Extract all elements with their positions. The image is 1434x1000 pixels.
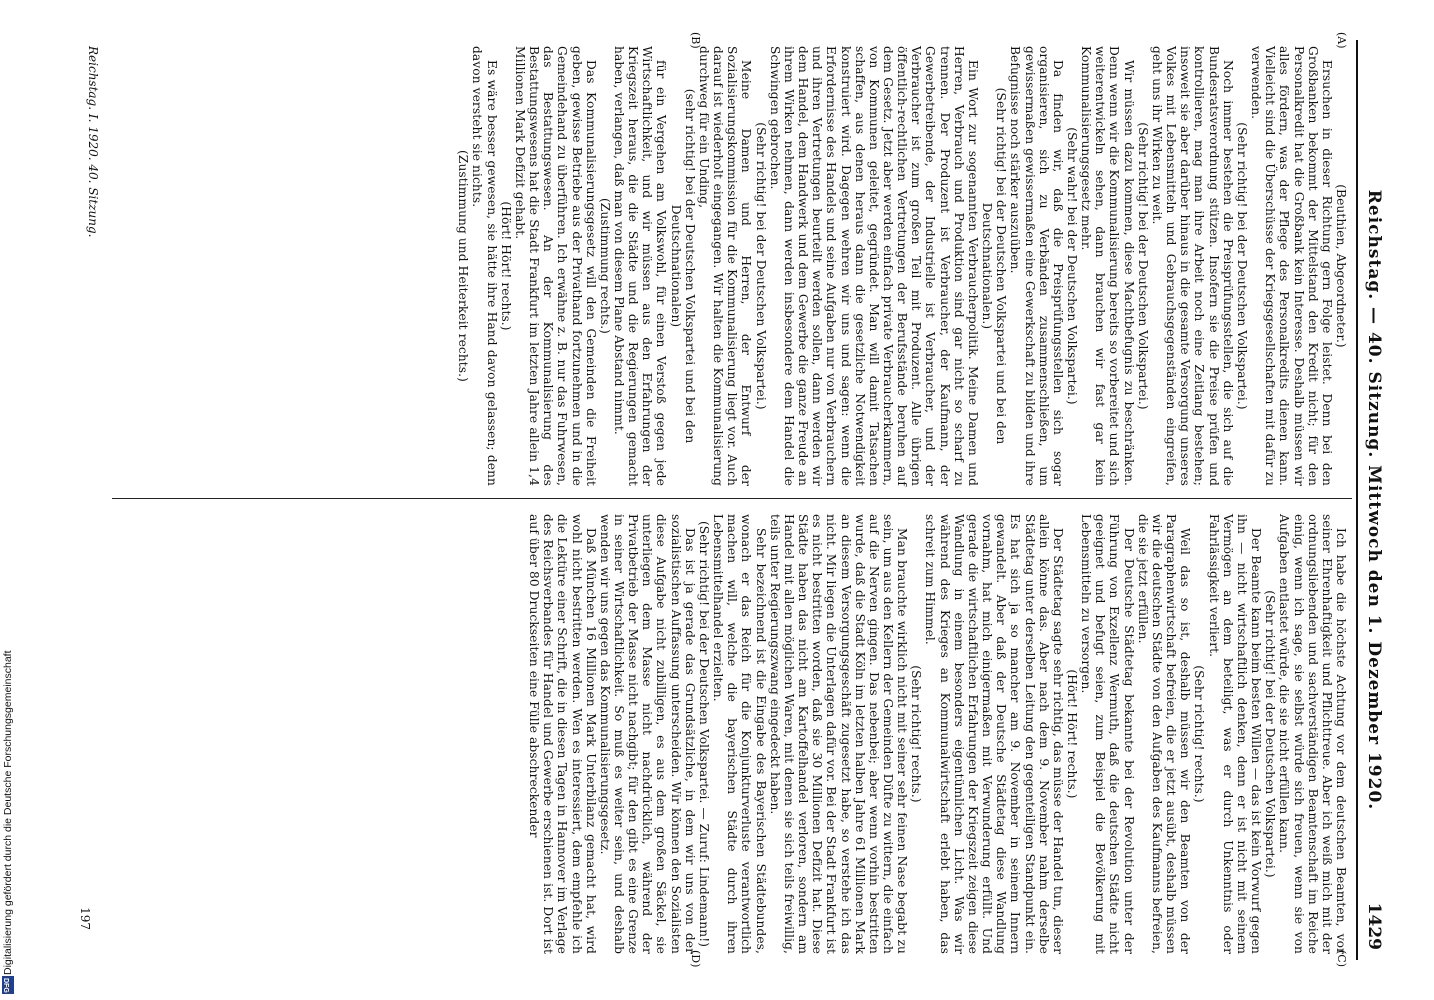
- paragraph: Der Beamte kann beim besten Willen — das ist kein Vorwurf gegen ihn — nicht wirtschaftlich denken, denn er ist nicht mit seinem Vermögen an dem beteiligt, was er durch Unkenntnis oder Fahrlässigkeit verliert.: [1206, 514, 1264, 954]
- paragraph: Weil das so ist, deshalb müssen wir den Beamten von der Paragraphenwirtschaft befreien, die er jetzt ausübt, deshalb müssen wir die deutschen Städte von den Aufgaben des Kaufmanns befreien, die sie jetzt erfüllen.: [1135, 514, 1193, 954]
- interjection: (Sehr richtig! rechts.): [1192, 665, 1207, 803]
- margin-mark-a: (A): [1335, 32, 1348, 49]
- paragraph: Da finden wir, daß die Preisprüfungsstellen sich sogar organisieren, sich zu Verbänden zusammenschließen, um gewissermaßen gewissermaßen eine Gewerkschaft zu bilden und ihre Befugnisse noch stärker auszuüben.: [1008, 46, 1065, 486]
- column-divider: [112, 498, 1352, 499]
- paragraph: Es wäre besser gewesen, sie hätte ihre Hand davon gelassen; denn davon versteht sie nichts.: [470, 46, 499, 486]
- margin-mark-c: (C): [1335, 950, 1348, 967]
- interjection: (Sehr richtig! bei der Deutschen Volkspartei.): [1135, 122, 1150, 410]
- margin-mark-b: (B): [689, 32, 702, 49]
- interjection: (Sehr richtig! bei der Deutschen Volkspartei.): [753, 122, 768, 410]
- paragraph: Daß München 16 Millionen Mark Unterbilanz gemacht hat, wird wohl nicht bestritten werden. Wen es interessiert, dem empfehle ich die Lektüre einer Schrift, die in diesen Tagen in Hannover im Verlage des Reichsverbandes für Handel und Gewerbe erschienen ist. Dort ist auf über 80 Druckseiten eine Fülle abschreckender: [527, 514, 598, 954]
- digitization-credit: Digitalisierung gefördert durch die Deutsche Forschungsgemeinschaft: [2, 650, 14, 975]
- interjection: (Sehr richtig! bei der Deutschen Volkspartei.): [1234, 122, 1249, 410]
- interjection: (Hört! Hört! rechts.): [1065, 669, 1080, 799]
- footer-number: 197: [78, 907, 92, 930]
- interjection: (sehr richtig! bei der Deutschen Volkspartei und bei den Deutschnationalen): [668, 88, 697, 444]
- paragraph: Ersuchen in dieser Richtung gern Folge leistet. Denn bei den Großbanken bekommt der Mittelstand den Kredit nicht; für den Personalkredit hat die Großbank kein Interesse. Deshalb müssen wir alles fördern, was der Pflege des Personalkredits dienen kann. Vielleicht sind die Überschüsse der Kriegsgesellschaften mit dafür zu verwenden.: [1249, 46, 1334, 486]
- paragraph: Das Kommunalisierungsgesetz will den Gemeinden die Freiheit geben, gewisse Betriebe aus der Privathand fortzunehmen und in die Gemeindehand zu überführen. Ich erwähne z. B. nur das Fuhrwesen, das Bestattungswesen. An der Kommunalisierung des Bestattungswesens hat die Stadt Frankfurt im letzten Jahre allein 1,4 Millionen Mark Defizit gehabt.: [512, 46, 598, 486]
- header-rule: [1356, 40, 1358, 960]
- interjection: (Sehr wahr! bei der Deutschen Volkspartei.): [1065, 127, 1080, 405]
- scanned-page: [62, 30, 1392, 970]
- page-header: [1358, 30, 1392, 970]
- paragraph: Wir müssen dazu kommen, diese Machtbefugnis zu beschränken. Denn wenn wir die Kommunalisierung bereits so vorbereitet und sich weiterentwickeln sehen, dann brauchen wir fast gar kein Kommunalisierungsgesetz mehr.: [1079, 46, 1136, 486]
- paragraph: Ich habe die höchste Achtung vor dem deutschen Beamten, vor seiner Ehrenhaftigkeit und Pflichttreue. Aber ich weiß mich mit der ordnungsliebenden und sachverständigen Beamtenschaft im Reiche einig, wenn ich sage, sie selbst würde sich freuen, wenn sie von Aufgaben entlastet würde, die sie nicht erfüllen kann.: [1277, 514, 1348, 954]
- dfg-logo: DFG: [2, 976, 14, 994]
- paragraph: Das ist ja gerade das Grundsätzliche, in dem wir uns von der sozialistischen Auffassung unterscheiden. Wir können den Sozialisten diese Aufgabe nicht zubilligen, es aus dem großen Säckel, sie unterliegen dem Masse nicht nachdrücklich, während der Privatbetrieb der Masse nicht nachgibt; für den gibt es eine Grenze in seiner Wirtschaftlichkeit. So muß es weiter sein, und deshalb wenden wir uns gegen das Kommunalisierungsgesetz.: [597, 514, 697, 954]
- paragraph: für ein Vergehen am Volkswohl, für einen Verstoß gegen jede Wirtschaftlichkeit, und wir müssen aus den Erfahrungen der Kriegszeit heraus, die die Städte und die Regierungen gemacht haben, verlangen, daß man von diesem Plane Abstand nimmt.: [612, 46, 669, 486]
- interjection: (Zustimmung rechts.): [597, 197, 612, 335]
- page-title: Reichstag. — 40. Sitzung. Mittwoch den 1. Dezember 1920.: [1364, 189, 1384, 811]
- interjection: (Sehr richtig! bei der Deutschen Volkspartei. — Zuruf: Lindemann!): [696, 520, 711, 948]
- footer-source: Reichstag. I. 1920. 40. Sitzung.: [86, 46, 100, 238]
- paragraph: Der Städtetag sagte sehr richtig, das müsse der Handel tun, dieser allein könne das. Aber nach dem 9. November nahm derselbe Städtetag unter derselben Leitung den gegenteiligen Standpunkt ein. Es hat sich ja so mancher am 9. November in seinem Innern gewandelt. Aber daß der Deutsche Städtetag diese Wandlung vornahm, hat mich einigermaßen mit Verwunderung erfüllt. Und gerade die wirtschaftlichen Erfahrungen der Kriegszeit zeigen diese Wandlung in einem besonders eigentümlichen Licht. Was wir während des Krieges an Kommunalwirtschaft erlebt haben, das schreit zum Himmel.: [923, 514, 1065, 954]
- interjection: (Sehr richtig! bei der Deutschen Volkspartei.): [1263, 590, 1278, 878]
- interjection: (Sehr richtig! rechts.): [909, 665, 924, 803]
- right-column: [527, 514, 1348, 954]
- paragraph: Sehr bezeichnend ist die Eingabe des Bayerischen Städtebundes, wonach er das Reich für die Konjunkturverluste verantwortlich machen will, welche die bayerischen Städte durch ihren Lebensmittelhandel erzielten.: [711, 514, 768, 954]
- paragraph: Ein Wort zur sogenannten Verbraucherpolitik. Meine Damen und Herren, Verbrauch und Produktion sind gar nicht so scharf zu trennen. Der Produzent ist Verbraucher, der Kaufmann, der Gewerbetreibende, der Industrielle ist Verbraucher, und der Verbraucher ist zum großen Teil mit Produzent. Alle übrigen öffentlich-rechtlichen Vertretungen der Berufsstände beruhen auf dem Gesetz. Jetzt aber werden einfach private Verbraucherkammern, von Kommunen geleitet, gegründet. Man will damit Tatsachen schaffen, aus denen heraus dann die gesetzliche Notwendigkeit konstruiert wird. Dagegen wehren wir uns und sagen: wenn die Erfordernisse des Handels und seine Aufgaben nur von Verbrauchern und ihren Vertretungen beurteilt werden sollen, dann werden wir dem Handel, dem Handwerk und dem Gewerbe die ganze Freude an ihrem Wirken nehmen, dann werden insbesondere dem Handel die Schwingen gebrochen.: [767, 46, 980, 486]
- page-number: 1429: [1364, 902, 1384, 950]
- paragraph: Meine Damen und Herren, der Entwurf der Sozialisierungskommission für die Kommunalisierung liegt vor. Auch darauf ist wiederholt eingegangen. Wir halten die Kommunalisierung durchweg für ein Unding,: [696, 46, 754, 486]
- paragraph: Man brauchte wirklich nicht mit seiner sehr feinen Nase begabt zu sein, um aus den Kellern der Gemeinden Düfte zu wittern, die einfach auf die Nerven gingen. Das nebenbei; aber wenn vorhin bestritten wurde, daß die Stadt Köln im letzten halben Jahre 61 Millionen Mark an diesem Versorgungsgeschäft zugesetzt habe, so verstehe ich das nicht. Mir liegen die Unterlagen dafür vor. Bei der Stadt Frankfurt ist es nicht bestritten worden, daß sie 30 Millionen Defizit hat. Diese Städte haben das nicht am Kartoffelhandel verloren, sondern am Handel mit allen möglichen Waren, mit denen sie sich teils freiwillig, teils unter Regierungszwang eingedeckt haben.: [767, 514, 910, 954]
- margin-mark-d: (D): [689, 950, 702, 968]
- paragraph: Noch immer bestehen die Preisprüfungsstellen, die sich auf die Bundesratsverordnung stützen. Insofern sie die Preise prüfen und kontrollieren, mag man ihre Arbeit noch eine Zeitlang bestehen; insoweit sie aber darüber hinaus in die gesamte Versorgung unseres Volkes mit Lebensmitteln und Gebrauchsgegenständen eingreifen, geht uns ihr Wirken zu weit.: [1149, 46, 1235, 486]
- interjection: (Sehr richtig! bei der Deutschen Volkspartei und bei den Deutschnationalen.): [980, 87, 1009, 445]
- interjection: (Zustimmung und Heiterkeit rechts.): [456, 150, 471, 382]
- left-column: [456, 46, 1348, 486]
- paragraph: Der Deutsche Städtetag bekannte bei der Revolution unter der Führung von Exzellenz Wermuth, daß die deutschen Städte nicht geeignet und befugt seien, zum Beispiel die Bevölkerung mit Lebensmitteln zu versorgen.: [1079, 514, 1136, 954]
- interjection: (Beuthien, Abgeordneter.): [1334, 184, 1348, 348]
- digitization-sidebar: [0, 0, 16, 1000]
- interjection: (Hört! Hört! rechts.): [498, 201, 513, 331]
